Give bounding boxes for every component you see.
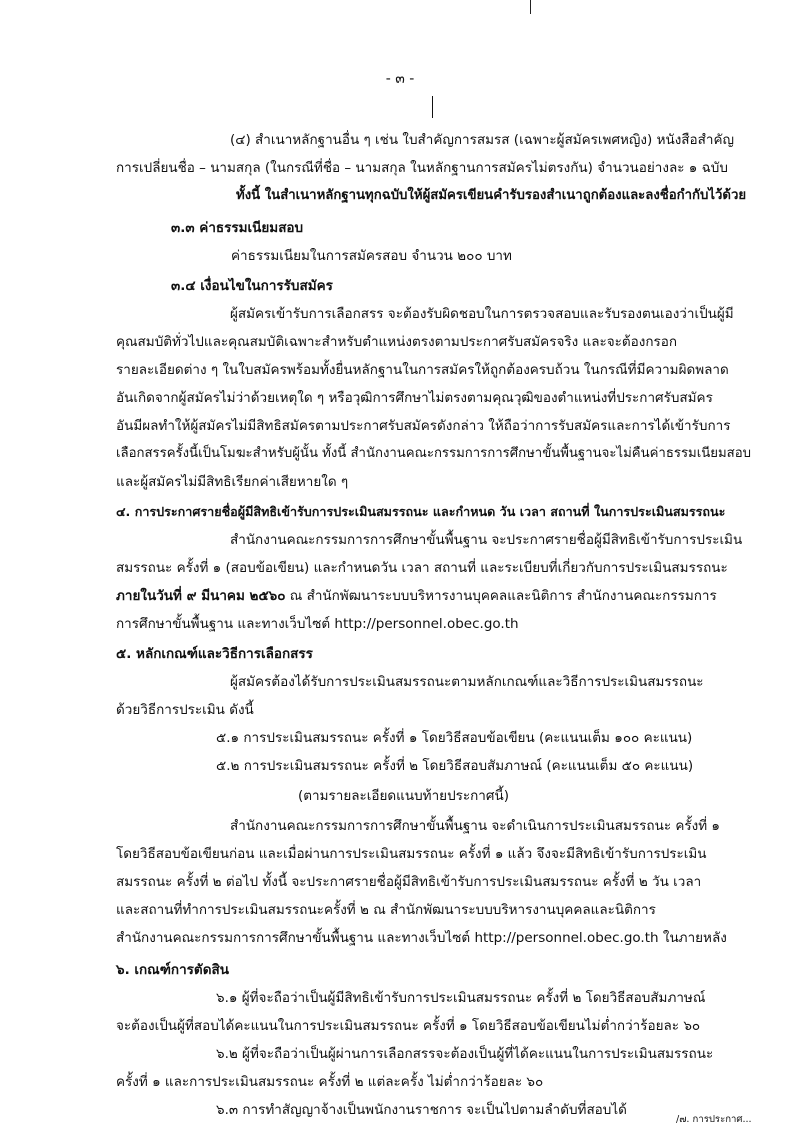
text-line: สมรรถนะ ครั้งที่ ๑ (สอบข้อเขียน) และกำหนดวัน เวลา สถานที่ และระเบียบที่เกี่ยวกับการประเมินสมรรถนะ — [116, 560, 728, 576]
text-line: ๖.๑ ผู้ที่จะถือว่าเป็นผู้มีสิทธิเข้ารับการประเมินสมรรถนะ ครั้งที่ ๒ โดยวิธีสอบสัมภาษณ์ — [216, 990, 706, 1006]
page-continuation: /๗. การประกาศ... — [676, 1114, 752, 1125]
scan-mark — [530, 0, 531, 14]
text-line: ครั้งที่ ๑ และการประเมินสมรรถนะ ครั้งที่ ๒ แต่ละครั้ง ไม่ต่ำกว่าร้อยละ ๖๐ — [116, 1074, 544, 1090]
text-line: ๖.๒ ผู้ที่จะถือว่าเป็นผู้ผ่านการเลือกสรรจะต้องเป็นผู้ที่ได้คะแนนในการประเมินสมรรถนะ — [216, 1046, 714, 1062]
pen-stroke — [432, 96, 433, 118]
text-line: ๕.๒ การประเมินสมรรถนะ ครั้งที่ ๒ โดยวิธีสอบสัมภาษณ์ (คะแนนเต็ม ๕๐ คะแนน) — [216, 758, 694, 774]
text-line: และสถานที่ทำการประเมินสมรรถนะครั้งที่ ๒ ณ สำนักพัฒนาระบบบริหารงานบุคคลและนิติการ — [116, 902, 656, 918]
text-line: อันเกิดจากผู้สมัครไม่ว่าด้วยเหตุใด ๆ หรือวุฒิการศึกษาไม่ตรงตามคุณวุฒิของตำแหน่งที่ประกาศรับสมัคร — [116, 390, 713, 406]
text-line: รายละเอียดต่าง ๆ ในใบสมัครพร้อมทั้งยื่นหลักฐานในการสมัครให้ถูกต้องครบถ้วน ในกรณีที่มีความผิดพลาด — [116, 362, 729, 378]
text-line: ค่าธรรมเนียมในการสมัครสอบ จำนวน ๒๐๐ บาท — [231, 248, 512, 264]
deadline-date: ภายในวันที่ ๙ มีนาคม ๒๕๖๐ — [116, 588, 286, 604]
text-line: ผู้สมัครต้องได้รับการประเมินสมรรถนะตามหลักเกณฑ์และวิธีการประเมินสมรรถนะ — [230, 674, 704, 690]
text-line: ๕.๑ การประเมินสมรรถนะ ครั้งที่ ๑ โดยวิธีสอบข้อเขียน (คะแนนเต็ม ๑๐๐ คะแนน) — [216, 730, 693, 746]
section-heading: ๖. เกณฑ์การตัดสิน — [116, 962, 229, 978]
text-line: ด้วยวิธีการประเมิน ดังนี้ — [116, 702, 254, 718]
text-line: (ตามรายละเอียดแนบท้ายประกาศนี้) — [298, 788, 509, 804]
text-line: จะต้องเป็นผู้ที่สอบได้คะแนนในการประเมินสมรรถนะ ครั้งที่ ๑ โดยวิธีสอบข้อเขียนไม่ต่ำกว่าร้อยละ ๖๐ — [116, 1018, 701, 1034]
text-line: (๔) สำเนาหลักฐานอื่น ๆ เช่น ใบสำคัญการสมรส (เฉพาะผู้สมัครเพศหญิง) หนังสือสำคัญ — [230, 132, 734, 148]
text-line: และผู้สมัครไม่มีสิทธิเรียกค่าเสียหายใด ๆ — [116, 474, 349, 490]
text-line: สำนักงานคณะกรรมการการศึกษาขั้นพื้นฐาน จะดำเนินการประเมินสมรรถนะ ครั้งที่ ๑ — [230, 818, 720, 834]
section-heading: ๕. หลักเกณฑ์และวิธีการเลือกสรร — [116, 646, 313, 662]
text-line: สำนักงานคณะกรรมการการศึกษาขั้นพื้นฐาน จะประกาศรายชื่อผู้มีสิทธิเข้ารับการประเมิน — [230, 532, 743, 548]
text-line: การเปลี่ยนชื่อ – นามสกุล (ในกรณีที่ชื่อ – นามสกุล ในหลักฐานการสมัครไม่ตรงกัน) จำนวนอย่างละ ๑ ฉบับ — [116, 160, 728, 176]
text-line: โดยวิธีสอบข้อเขียนก่อน และเมื่อผ่านการประเมินสมรรถนะ ครั้งที่ ๑ แล้ว จึงจะมีสิทธิเข้ารับการประเมิน — [116, 846, 707, 862]
text-line: ๖.๓ การทำสัญญาจ้างเป็นพนักงานราชการ จะเป็นไปตามลำดับที่สอบได้ — [216, 1102, 627, 1118]
text-line: สำนักงานคณะกรรมการการศึกษาขั้นพื้นฐาน และทางเว็บไซต์ http://personnel.obec.go.th ในภายหลัง — [116, 930, 727, 946]
text-line: อันมีผลทำให้ผู้สมัครไม่มีสิทธิสมัครตามประกาศรับสมัครดังกล่าว ให้ถือว่าการรับสมัครและการได้เข้ารับการ — [116, 418, 731, 434]
text-line: สมรรถนะ ครั้งที่ ๒ ต่อไป ทั้งนี้ จะประกาศรายชื่อผู้มีสิทธิเข้ารับการประเมินสมรรถนะ ครั้งที่ ๒ วัน เวลา — [116, 874, 702, 890]
text-line: เลือกสรรครั้งนี้เป็นโมฆะสำหรับผู้นั้น ทั้งนี้ สำนักงานคณะกรรมการการศึกษาขั้นพื้นฐานจะไม่คืนค่าธรรมเนียมสอบ — [116, 446, 752, 461]
page-number: - ๓ - — [385, 71, 415, 87]
text-line: ผู้สมัครเข้ารับการเลือกสรร จะต้องรับผิดชอบในการตรวจสอบและรับรองตนเองว่าเป็นผู้มี — [230, 306, 734, 322]
text-line — [116, 587, 717, 605]
text-line: คุณสมบัติทั่วไปและคุณสมบัติเฉพาะสำหรับตำแหน่งตรงตามประกาศรับสมัครจริง และจะต้องกรอก — [116, 334, 678, 350]
text-line: การศึกษาขั้นพื้นฐาน และทางเว็บไซต์ http://personnel.obec.go.th — [116, 616, 519, 632]
section-heading: ๓.๓ ค่าธรรมเนียมสอบ — [171, 220, 304, 236]
section-heading: ๔. การประกาศรายชื่อผู้มีสิทธิเข้ารับการประเมินสมรรถนะ และกำหนด วัน เวลา สถานที่ ในการประเมินสมรรถนะ — [116, 504, 726, 519]
section-heading: ๓.๔ เงื่อนไขในการรับสมัคร — [171, 278, 333, 294]
text-line: ทั้งนี้ ในสำเนาหลักฐานทุกฉบับให้ผู้สมัครเขียนคำรับรองสำเนาถูกต้องและลงชื่อกำกับไว้ด้วย — [236, 188, 747, 203]
text-span: ณ สำนักพัฒนาระบบบริหารงานบุคคลและนิติการ สำนักงานคณะกรรมการ — [285, 588, 717, 604]
